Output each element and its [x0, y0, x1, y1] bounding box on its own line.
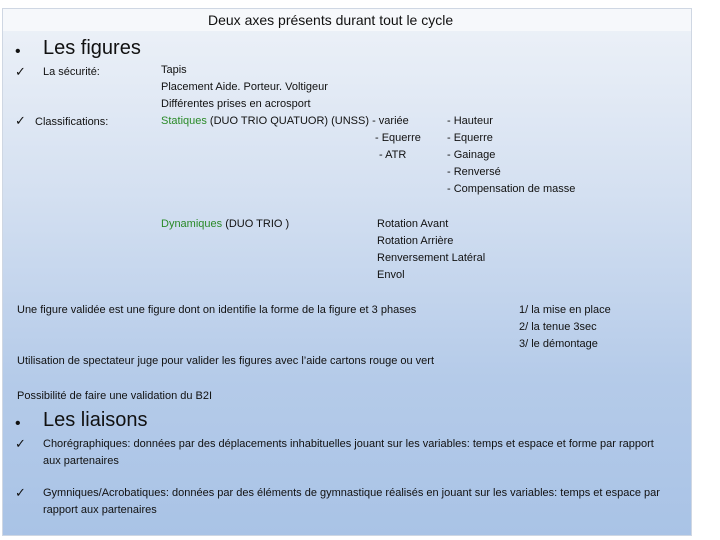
unss-item: - Equerre: [375, 132, 421, 144]
dynamic-item: Envol: [377, 269, 405, 281]
liaison-choregraphique: Chorégraphiques: données par des déplacements inhabituelles jouant sur les variables: temps et espace et forme par rapport aux partenaires: [43, 438, 654, 467]
unss-item: - ATR: [379, 149, 407, 161]
bullet-icon: •: [15, 43, 21, 60]
unss-list: [375, 130, 421, 164]
bullet-icon: •: [15, 415, 21, 432]
securite-label: La sécurité:: [43, 66, 100, 78]
check-icon: ✓: [15, 485, 26, 500]
dynamiques-detail: (DUO TRIO ): [222, 218, 290, 230]
securite-item: Placement Aide. Porteur. Voltigeur: [161, 81, 328, 93]
b2i-text: Possibilité de faire une validation du B2I: [17, 390, 213, 402]
dynamiques-label: Dynamiques: [161, 218, 223, 230]
dynamic-item: Rotation Avant: [377, 218, 449, 230]
liaison-gymnique: Gymniques/Acrobatiques: données par des éléments de gymnastique réalisés en jouant sur les variables: temps et espace par rapport aux partenaires: [43, 487, 660, 516]
phases-list: [519, 302, 611, 353]
dynamic-list: [377, 216, 485, 284]
criteria-item: - Renversé: [447, 166, 501, 178]
criteria-item: - Hauteur: [447, 115, 493, 127]
statiques-detail: (DUO TRIO QUATUOR) (UNSS) - variée: [206, 115, 409, 127]
spectateur-text: Utilisation de spectateur juge pour valider les figures avec l’aide cartons rouge ou vert: [17, 355, 435, 367]
check-icon: ✓: [15, 64, 26, 79]
slide-title: Deux axes présents durant tout le cycle: [208, 12, 454, 28]
dynamiques-line: [161, 216, 289, 233]
check-icon: ✓: [15, 436, 26, 451]
statiques-label: Statiques: [161, 115, 207, 127]
securite-item: Différentes prises en acrosport: [161, 98, 311, 110]
classifications-label: Classifications:: [35, 116, 109, 128]
criteria-item: - Equerre: [447, 132, 493, 144]
liaisons-heading: Les liaisons: [43, 409, 148, 431]
figures-heading: Les figures: [43, 37, 141, 59]
securite-list: [161, 62, 328, 113]
validation-text: Une figure validée est une figure dont on identifie la forme de la figure et 3 phases: [17, 304, 417, 316]
phase-item: 3/ le démontage: [519, 338, 598, 350]
phase-item: 2/ la tenue 3sec: [519, 321, 597, 333]
phase-item: 1/ la mise en place: [519, 304, 611, 316]
slide: [2, 8, 692, 536]
statiques-line: [161, 113, 409, 130]
criteria-list: [447, 113, 575, 198]
criteria-item: - Gainage: [447, 149, 496, 161]
dynamic-item: Renversement Latéral: [377, 252, 486, 264]
dynamic-item: Rotation Arrière: [377, 235, 454, 247]
check-icon: ✓: [15, 113, 26, 128]
securite-item: Tapis: [161, 64, 187, 76]
criteria-item: - Compensation de masse: [447, 183, 576, 195]
